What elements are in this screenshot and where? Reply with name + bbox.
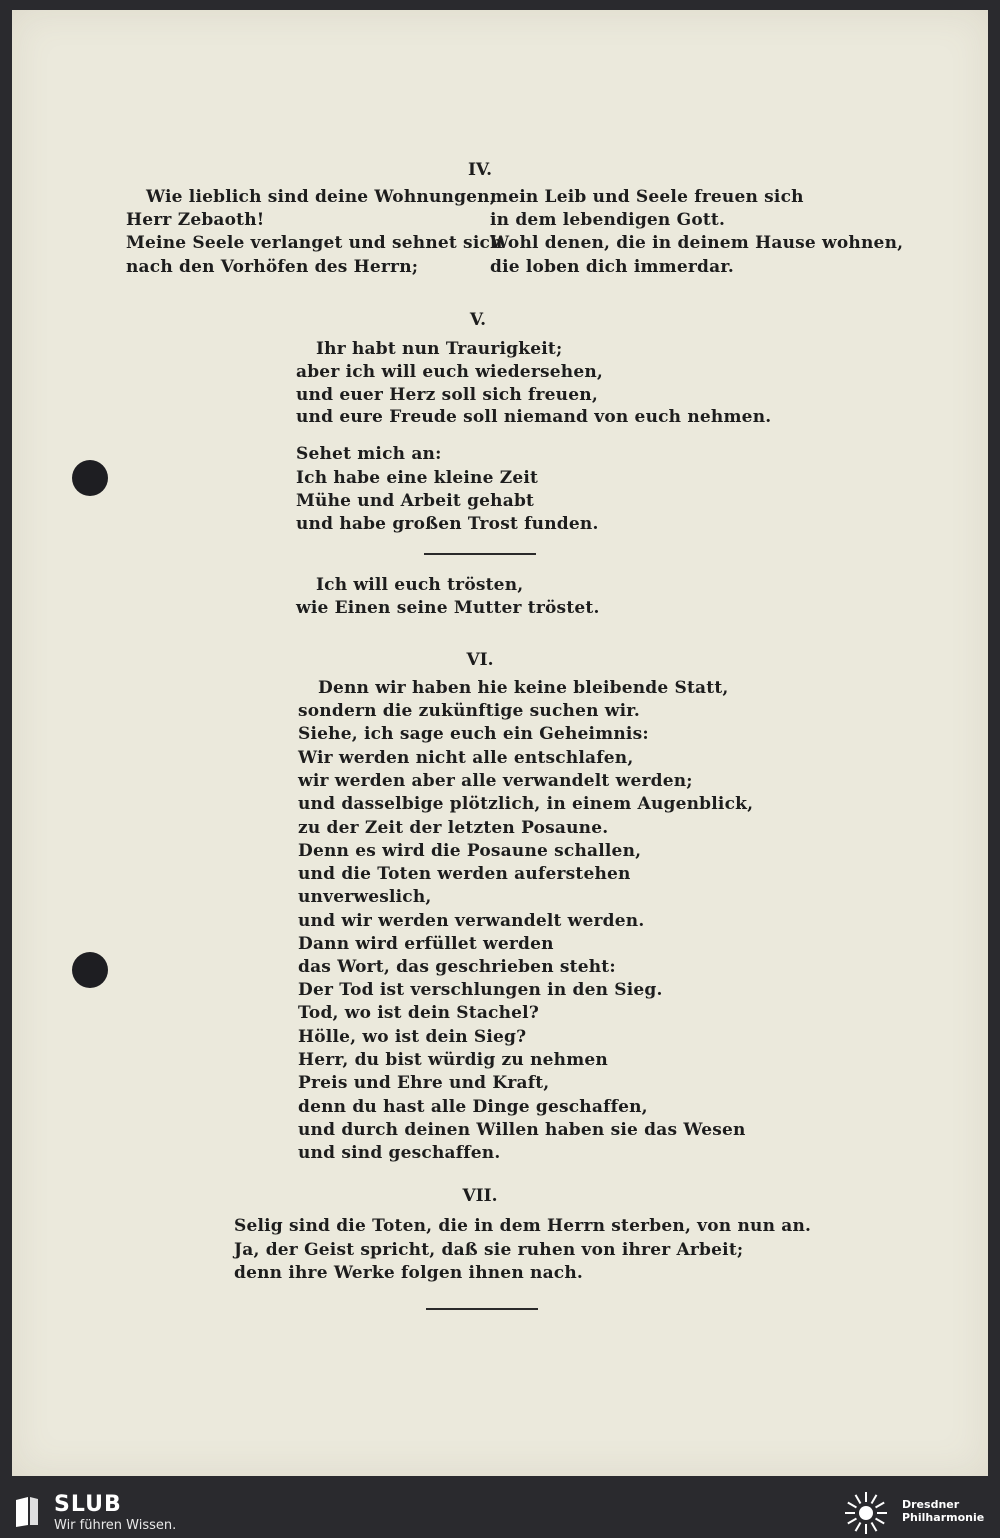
verse-line: die loben dich immerdar. <box>490 257 735 277</box>
verse-line: und eure Freude soll niemand von euch nehmen. <box>296 407 772 427</box>
verse-line: Sehet mich an: <box>296 444 442 464</box>
footer-bar <box>0 1486 1000 1538</box>
verse-line: Der Tod ist verschlungen in den Sieg. <box>298 980 663 1000</box>
verse-line: aber ich will euch wiedersehen, <box>296 362 604 382</box>
slub-book-icon <box>14 1496 40 1528</box>
verse-line: Ich will euch trösten, <box>316 575 524 595</box>
verse-line: und wir werden verwandelt werden. <box>298 911 645 931</box>
verse-line: wir werden aber alle verwandelt werden; <box>298 771 693 791</box>
verse-line: Meine Seele verlanget und sehnet sich <box>126 233 503 253</box>
verse-line: denn du hast alle Dinge geschaffen, <box>298 1097 648 1117</box>
slub-tagline: Wir führen Wissen. <box>54 1518 177 1533</box>
verse-line: zu der Zeit der letzten Posaune. <box>298 818 609 838</box>
slub-logo-text: SLUB <box>54 1492 122 1517</box>
punch-hole-bottom <box>72 952 108 988</box>
verse-line: Wie lieblich sind deine Wohnungen, <box>146 187 496 207</box>
section-numeral-vii: VII. <box>462 1186 498 1206</box>
section-numeral-vi: VI. <box>466 650 494 670</box>
verse-line: und sind geschaffen. <box>298 1143 501 1163</box>
verse-line: Mühe und Arbeit gehabt <box>296 491 535 511</box>
philharmonie-name-line2: Philharmonie <box>902 1511 985 1524</box>
section-numeral-iv: IV. <box>467 160 493 180</box>
section-numeral-v: V. <box>469 310 487 330</box>
verse-line: Herr Zebaoth! <box>126 210 265 230</box>
verse-line: wie Einen seine Mutter tröstet. <box>296 598 600 618</box>
verse-line: in dem lebendigen Gott. <box>490 210 726 230</box>
verse-line: und euer Herz soll sich freuen, <box>296 385 598 405</box>
verse-line: Ich habe eine kleine Zeit <box>296 468 539 488</box>
verse-line: sondern die zukünftige suchen wir. <box>298 701 640 721</box>
closing-rule <box>426 1308 538 1310</box>
philharmonie-name-line1: Dresdner <box>902 1498 960 1511</box>
verse-line: Siehe, ich sage euch ein Geheimnis: <box>298 724 649 744</box>
verse-line: Dann wird erfüllet werden <box>298 934 554 954</box>
verse-line: Ja, der Geist spricht, daß sie ruhen von ihrer Arbeit; <box>234 1240 744 1260</box>
verse-line: mein Leib und Seele freuen sich <box>490 187 804 207</box>
verse-line: Ihr habt nun Traurigkeit; <box>316 339 563 359</box>
verse-line: Tod, wo ist dein Stachel? <box>298 1003 539 1023</box>
verse-line: Hölle, wo ist dein Sieg? <box>298 1027 527 1047</box>
verse-line: unverweslich, <box>298 887 432 907</box>
verse-line: und durch deinen Willen haben sie das Wesen <box>298 1120 746 1140</box>
verse-line: das Wort, das geschrieben steht: <box>298 957 616 977</box>
verse-line: denn ihre Werke folgen ihnen nach. <box>234 1263 584 1283</box>
verse-line: Wir werden nicht alle entschlafen, <box>298 748 634 768</box>
verse-line: Wohl denen, die in deinem Hause wohnen, <box>490 233 904 253</box>
verse-line: und die Toten werden auferstehen <box>298 864 631 884</box>
philharmonie-sunburst-icon <box>840 1490 892 1536</box>
verse-line: Denn wir haben hie keine bleibende Statt, <box>318 678 729 698</box>
divider-rule <box>424 553 536 555</box>
verse-line: Selig sind die Toten, die in dem Herrn sterben, von nun an. <box>234 1216 812 1236</box>
philharmonie-logo-text <box>902 1498 984 1524</box>
verse-line: Herr, du bist würdig zu nehmen <box>298 1050 608 1070</box>
verse-line: nach den Vorhöfen des Herrn; <box>126 257 419 277</box>
verse-line: Preis und Ehre und Kraft, <box>298 1073 550 1093</box>
verse-line: und habe großen Trost funden. <box>296 514 599 534</box>
punch-hole-top <box>72 460 108 496</box>
verse-line: und dasselbige plötzlich, in einem Augenblick, <box>298 794 754 814</box>
verse-line: Denn es wird die Posaune schallen, <box>298 841 642 861</box>
